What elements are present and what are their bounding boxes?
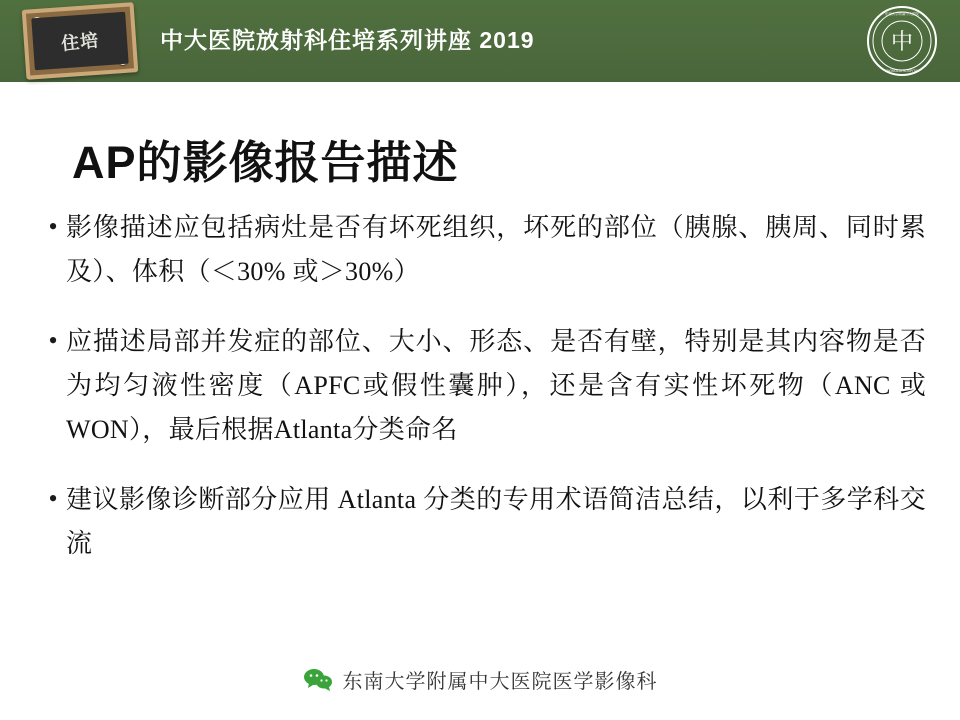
footer-text: 东南大学附属中大医院医学影像科: [342, 671, 658, 693]
slide-header: [0, 0, 960, 82]
svg-text:中: 中: [890, 29, 914, 54]
bullet-list: [40, 206, 926, 592]
chalkboard-surface: [31, 12, 128, 70]
bullet-marker: •: [48, 326, 58, 355]
footer-credit: [0, 665, 960, 694]
bullet-text: 建议影像诊断部分应用 Atlanta 分类的专用术语简洁总结，以利于多学科交流: [66, 485, 926, 558]
page-title: AP的影像报告描述: [72, 137, 459, 189]
header-title: 中大医院放射科住培系列讲座 2019: [160, 27, 535, 53]
hospital-logo-icon: [866, 5, 938, 77]
bullet-marker: •: [48, 484, 58, 513]
bullet-text: 影像描述应包括病灶是否有坏死组织，坏死的部位（胰腺、胰周、同时累及）、体积（＜30% 或＞30%）: [66, 213, 926, 286]
wechat-icon: [303, 668, 333, 692]
chalkboard-label: 住培: [60, 30, 101, 54]
list-item: [40, 320, 926, 452]
bullet-text: 应描述局部并发症的部位、大小、形态、是否有壁，特别是其内容物是否为均匀液性密度（APFC或假性囊肿），还是含有实性坏死物（ANC 或 WON），最后根据Atlanta分类命名: [66, 327, 926, 444]
svg-text:ZHONGDA HOSPITAL: ZHONGDA HOSPITAL: [884, 69, 920, 73]
list-item: [40, 206, 926, 294]
bullet-marker: •: [48, 212, 58, 241]
svg-text:东南大学附属中大医院: 东南大学附属中大医院: [885, 12, 919, 16]
chalkboard-badge: [22, 2, 139, 80]
list-item: [40, 478, 926, 566]
